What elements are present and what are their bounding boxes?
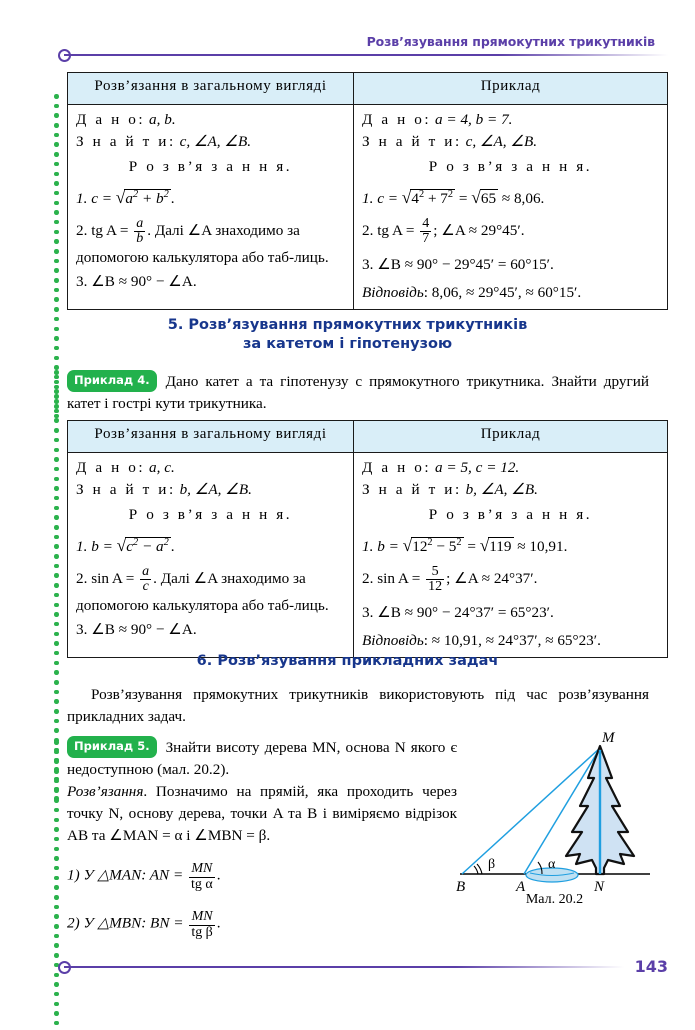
example-5-badge: Приклад 5. [67,736,157,758]
table2-cell-example [354,453,668,658]
table2-cell-general [68,453,354,658]
given-label: Д а н о: [76,459,146,476]
section-5-heading: 5. Розв’язування прямокутних трикутників за катетом і гіпотенузою [167,317,528,353]
find-label: З н а й т и: [76,132,176,150]
table1-cell-general [68,105,354,310]
example-5-statement [67,736,457,781]
example-4-badge: Приклад 4. [67,370,157,392]
given-value: a = 4, b = 7. [435,111,513,128]
example-5-item-2: 2) У △MBN: BN = $\frac{MN}{\text{tg β}}$ . [67,909,221,940]
solution-label: Р о з в’я з а н н я. [128,506,293,524]
page-number: 143 [634,957,668,976]
example-5-solution [67,781,457,848]
header-rule [64,54,668,56]
find-label: З н а й т и: [76,480,176,498]
example-4-text: Дано катет a та гіпотенузу c прямокутного трикутника. Знайти другий катет і гострі кути трикутника. [67,373,649,413]
answer-line: Відповідь: 8,06, ≈ 29°45′, ≈ 60°15′. [362,284,582,302]
find-value: b, ∠A, ∠B. [179,480,252,498]
table2-header-example: Приклад [354,421,668,453]
solution-label: Р о з в’я з а н н я. [428,158,593,176]
table2-header-general: Розв’язання в загальному вигляді [68,421,354,453]
solution-text: . Позначимо на прямій, яка проходить через точку N, основу дерева, точки A та B і виміряємо відрізок AB та ∠MAN = α і ∠MBN = β. [67,783,457,845]
solution-label: Розв’язання [67,783,144,800]
step-3: 3. ∠B ≈ 90° − 29°45′ = 60°15′. [362,255,554,273]
find-value: b, ∠A, ∠B. [465,480,538,498]
margin-dot-rail [54,740,61,1030]
label-alpha: α [548,857,556,872]
table-body-row [68,453,668,658]
solution-table-2 [67,420,668,658]
section-6-heading: 6. Розв’язування прикладних задач [196,653,499,669]
example-5-statement-text: Знайти висоту дерева MN, основа N якого є недоступною (мал. 20.2). [67,739,457,779]
given-label: Д а н о: [362,111,432,128]
step-1: 1. $b = √12^2 - 5^2 = √119 \approx 10,91$. [362,534,568,555]
label-N: N [594,879,605,895]
step-1: 1. $b = √c^2 - a^2$ . [76,534,175,555]
angle-arc-beta [474,866,478,874]
find-value: c, ∠A, ∠B. [465,132,538,150]
section-6-paragraph: Розв’язування прямокутних трикутників використовують під час розв’язування прикладних задач. [67,686,649,726]
step-3: 3. ∠B ≈ 90° − 24°37′ = 65°23′. [362,603,554,621]
table1-header-general: Розв’язання в загальному вигляді [68,73,354,105]
label-beta: β [488,857,496,872]
label-M: M [602,730,615,746]
given-value: a, c. [149,459,175,476]
step-2: 2. sin A = $\frac{a}{c}$ . Далі ∠A знаходимо за допомогою калькулятора або таб-лиць. [76,563,329,614]
example-5-item-1: 1) У △MAN: AN = $\frac{MN}{\text{tg α}}$ . [67,861,221,892]
step-2: 2. sin A = $\frac{5}{12}$ ; ∠A ≈ 24°37′. [362,563,538,595]
step-2: 2. tg A = $\frac{a}{b}$ . Далі ∠A знаходимо за допомогою калькулятора або таб-лиць. [76,215,329,266]
table1-cell-example [354,105,668,310]
footer-rule [64,966,624,968]
table1-header-example: Приклад [354,73,668,105]
given-value: a, b. [149,111,176,128]
step-3: 3. ∠B ≈ 90° − ∠A. [76,273,197,291]
find-value: c, ∠A, ∠B. [179,132,252,150]
table-header-row [68,421,668,453]
step-1: 1. $c = √a^2 + b^2$ . [76,186,175,207]
given-label: Д а н о: [76,111,146,128]
label-A: A [516,879,526,895]
example-4-paragraph [67,370,649,415]
find-label: З н а й т и: [362,480,462,498]
table-body-row [68,105,668,310]
step-2: 2. tg A = $\frac{4}{7}$ ; ∠A ≈ 29°45′. [362,215,525,247]
solution-label: Р о з в’я з а н н я. [128,158,293,176]
given-label: Д а н о: [362,459,432,476]
table-header-row [68,73,668,105]
step-1: 1. $c = √4^2 + 7^2 = √65 \approx 8,06$. [362,186,545,207]
label-B: B [456,879,466,895]
figure-caption: Мал. 20.2 [525,892,584,907]
find-label: З н а й т и: [362,132,462,150]
given-value: a = 5, c = 12. [435,459,520,476]
answer-line: Відповідь: ≈ 10,91, ≈ 24°37′, ≈ 65°23′. [362,632,601,650]
solution-table-1 [67,72,668,310]
solution-label: Р о з в’я з а н н я. [428,506,593,524]
running-head-title: Розв’язування прямокутних трикутників [366,34,655,49]
step-3: 3. ∠B ≈ 90° − ∠A. [76,621,197,639]
